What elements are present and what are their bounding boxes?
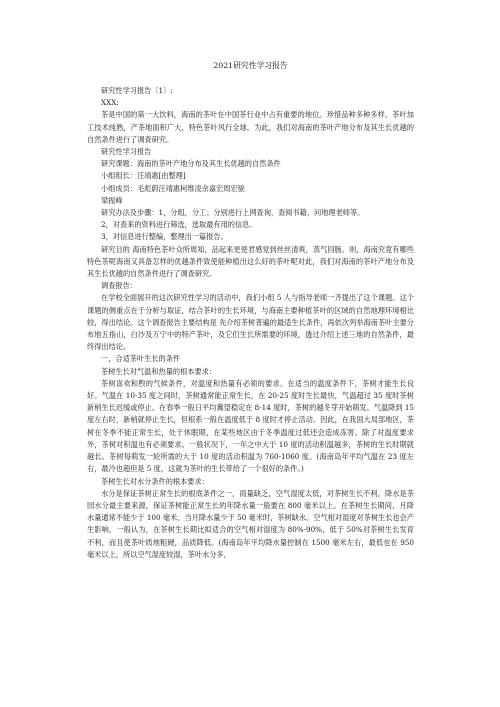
- body-paragraph: 2，对查来的资料进行筛选，选取最有用的信息。: [101, 220, 257, 230]
- body-paragraph: 研究课题：海南的茶叶产地分布及其生长优越的自然条件: [101, 159, 281, 169]
- body-paragraph: 在学校全面展开的这次研究性学习的活动中，我们小组 5 人与指导老师一齐提出了这个课题。这个课题的侧重点在于分析与取证，结合茶叶的生长环境，与海南主要种植茶叶的区域的自然地理环境相比较，得出结论。这个调查报告主要结构是 先介绍茶树普遍的最适生长条件，再依次列举海南茶叶主要分布地五指山，白沙及万宁中的特产茶叶，及它们生长所需要的环境，透过介绍上述三地的自然条件，最终得出结论。: [87, 293, 414, 352]
- document-body: [87, 85, 414, 561]
- body-paragraph: 小组成员：毛彪蔚汪靖惠柯维凌余嘉宏周宏骏: [101, 183, 245, 193]
- body-paragraph: 一，合适茶叶生长的条件: [101, 354, 181, 364]
- body-paragraph: 研究办法及步骤：1，分组，分工；分别进行上网查询，查阅书籍，问地理老师等。: [101, 208, 365, 218]
- body-paragraph: 茶是中国的第一大饮料，海南的茶叶在中国茶行业中占有重要的地位。珍惜品种多种多样，茶叶加工技术纯熟，产茶地面积广大，特色茶叶风行全球。为此，我们对海南的茶叶产地分布及其生长优越的自然条件进行了调查研究。: [87, 110, 414, 144]
- document-page: [87, 60, 414, 561]
- document-title: 2021研究性学习报告: [213, 61, 288, 70]
- body-paragraph: 研究目的 海南特色茶叶众所周知，品起来更使君感觉到丝丝清爽，蒸气回肠。则，海南究竟有哪些特色茶呢海南又具备怎样的优越条件致使能种植出这么好的茶叶呢对此，我们对海南的茶叶产地分布及其生长优越的自然条件进行了调查研究。: [87, 244, 414, 279]
- body-paragraph: XXX:: [101, 98, 119, 108]
- body-paragraph: 调查报告：: [101, 281, 137, 291]
- body-paragraph: 水分是保证茶树正常生长的根底条件之一，雨量缺乏，空气湿度太低，对茶树生长不利。降水是茶园水分最主要来源，保证茶树能正常生长的年降水量一般要在 800 毫米以上。在茶树生长期间，月降水量通常不能少于 100 毫米。当月降水量少于 50 毫米时，茶树缺水。空气相对湿度对茶树生长也会产生影响，一般认为，在茶树生长期比拟适合的空气相对湿度为 80%-90%，低于 50%对茶树生长发育不利，而且使茶叶质地粗硬，品质降低。(海南岛年平均降水量控制在 1500 毫米左右，最低也在 950 毫米以上，所以空气湿度较湿，茶叶水分多，: [87, 488, 414, 559]
- body-paragraph: 3，对信息进行整编，整理出一篇报告。: [101, 232, 228, 242]
- body-paragraph: 研究性学习报告〔1〕:: [101, 86, 173, 95]
- body-paragraph: 研究性学习报告: [101, 147, 152, 157]
- body-paragraph: 茶树生长对气温和热量的根本要求：: [101, 366, 217, 376]
- body-paragraph: 茶树生长对水分条件的根本要求：: [101, 476, 209, 486]
- body-paragraph: 梁振峰: [101, 195, 123, 205]
- body-paragraph: 茶树喜欢和煦的气候条件，对温度和热量有必须的要求。在适当的温度条件下，茶树才能生长良好。气温在 10-35 度之间时，茶树通常能正常生长，在 20-25 度时生长最快，气温超过 35 度时茶树新梢生长迟缓或停止。在春季一般日平均冀望稳定在 8-14 度时，茶树的越冬芽开始萌发。气温降到 15 度左右时，新梢就停止生长，但根系一般在温度低于 8 度时才停止活动。因此，在我国大局部地区，茶树在冬季不能正常生长，处于休眠期，在某些地区由于冬季温度过低还会造成冻害。除了对温度要求外，茶树对积温也有必须要求。一般状况下，一年之中大于 10 度的活动积温越多，茶树的生长时期就越长。茶树每萌发一轮所需的大于 10 度的活动积温为 760-1060 度。(海南岛年平均气温在 23 度左右，最冷也超但是 5 度，这就为茶叶的生长带给了一个很好的条件。): [87, 378, 414, 474]
- body-paragraph: 小组组长：汪靖惠[由整理]: [101, 171, 186, 181]
